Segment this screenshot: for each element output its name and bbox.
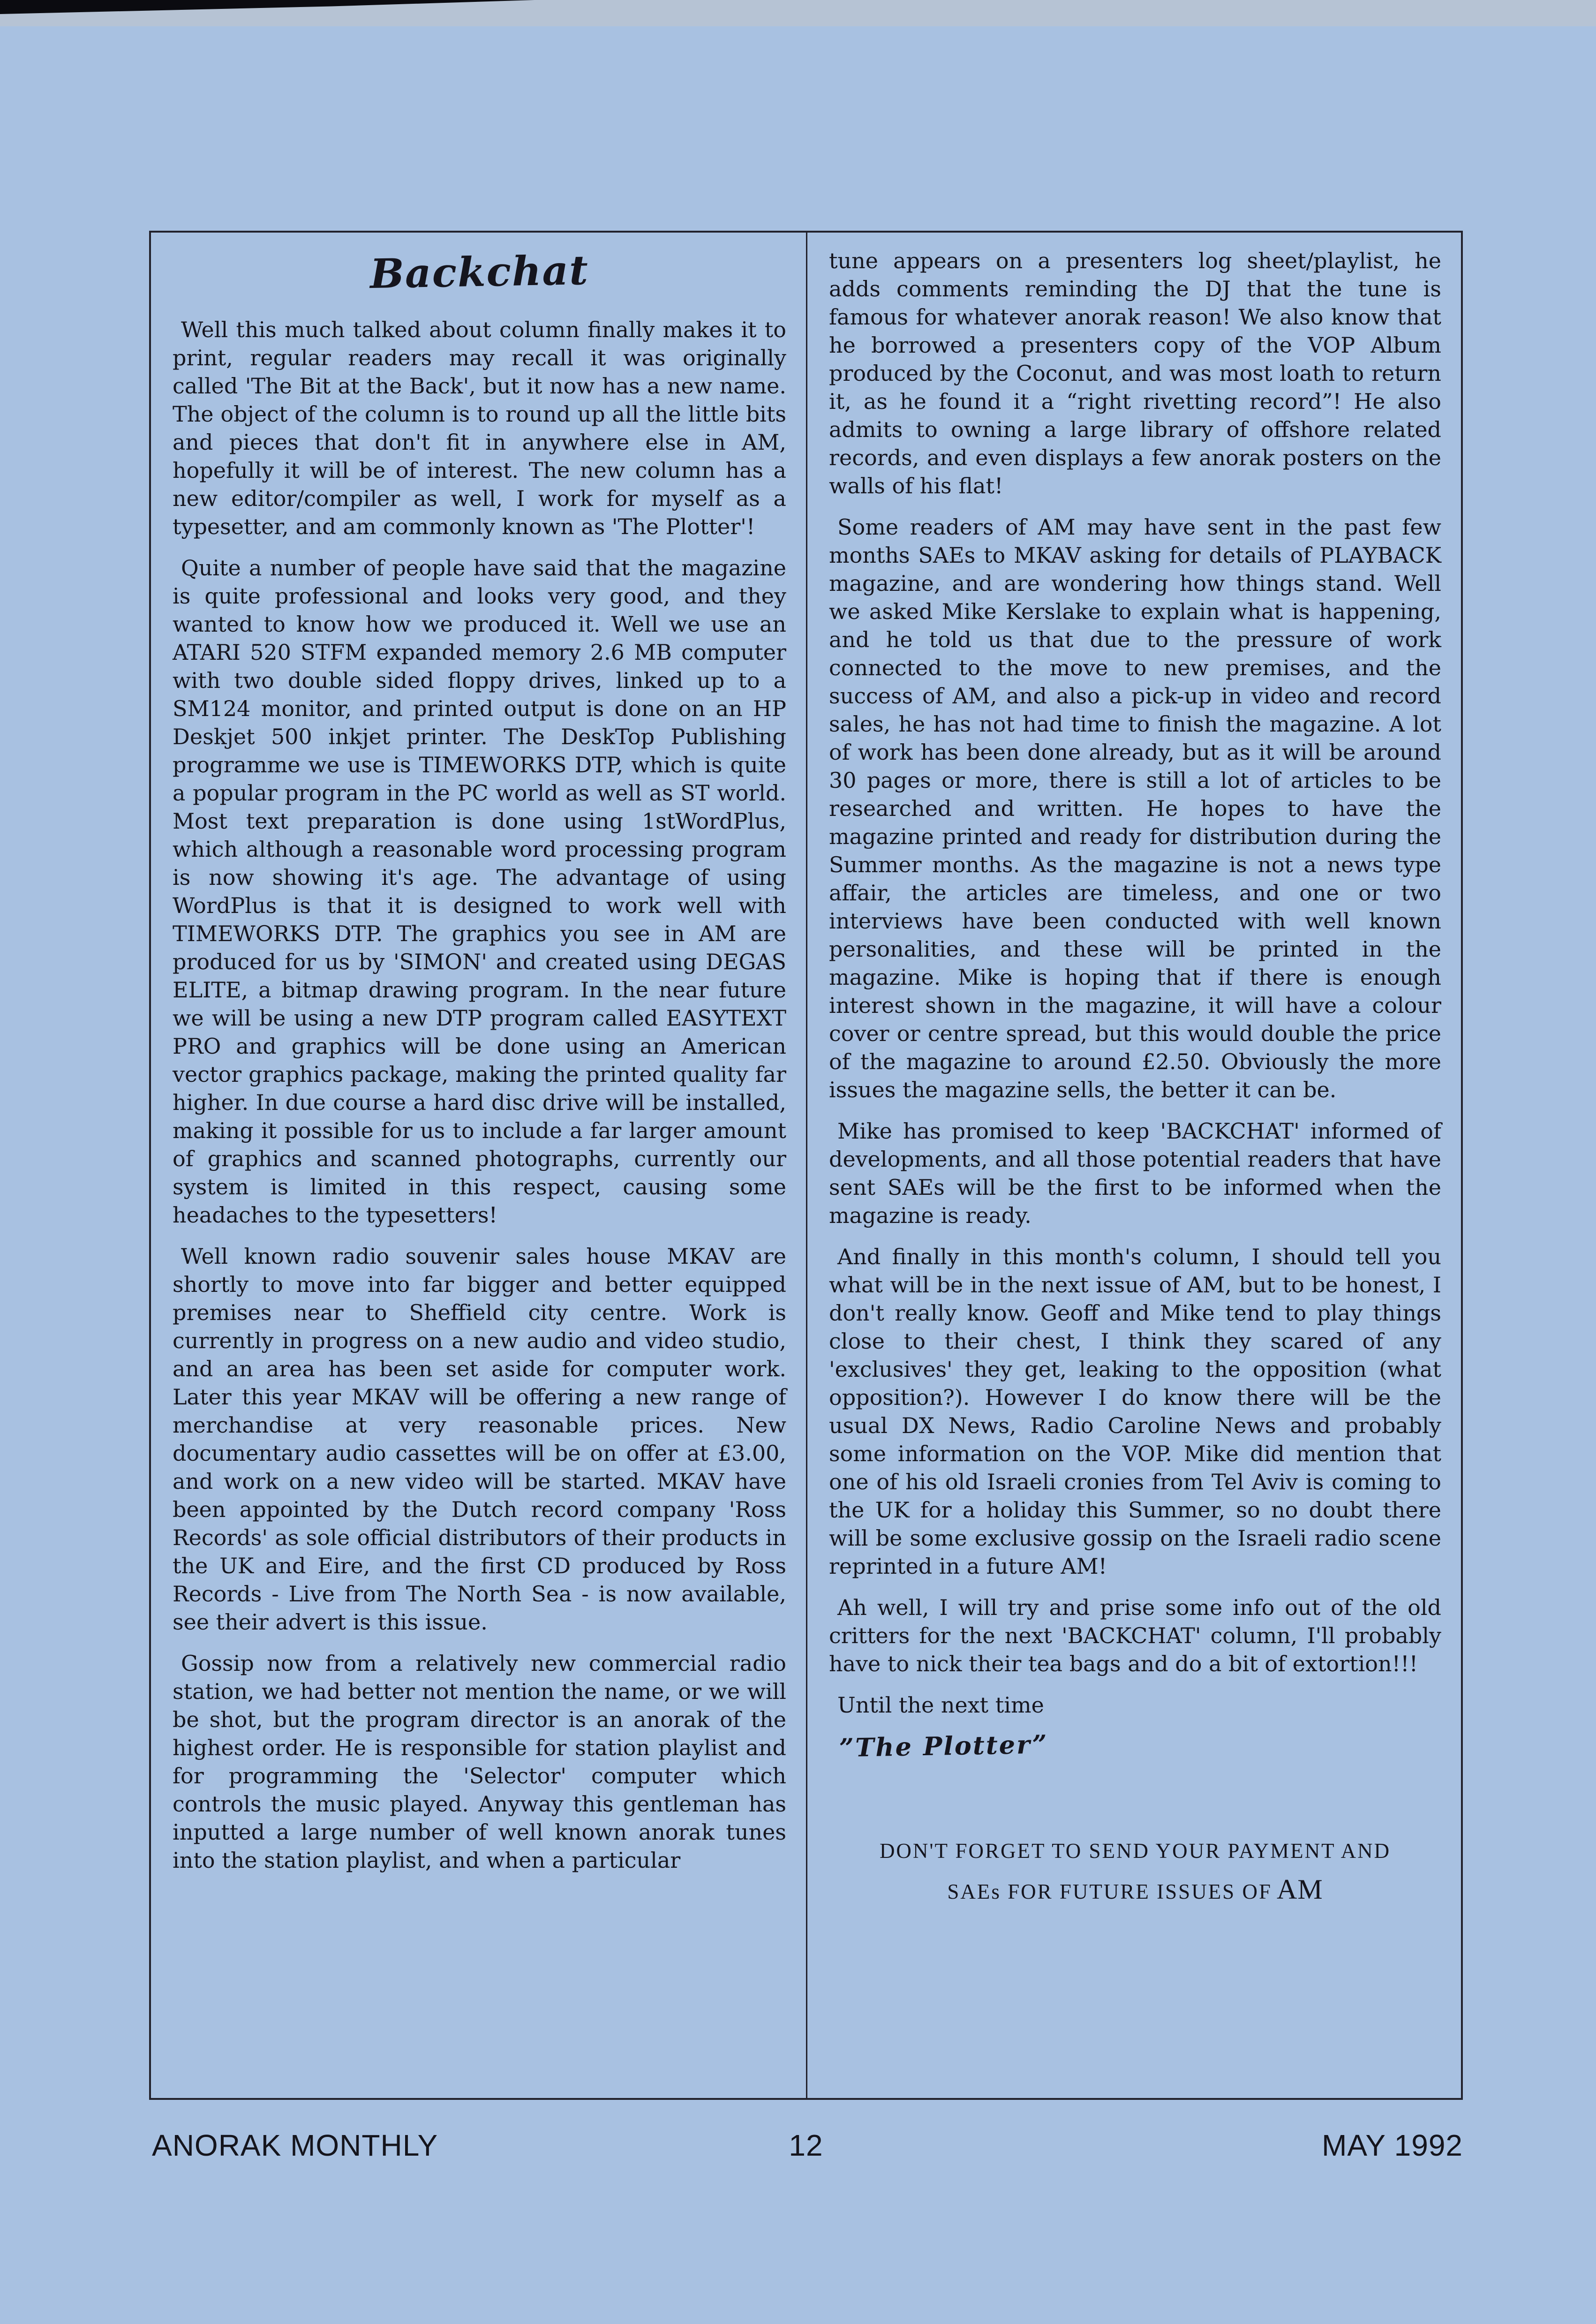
plotter-signature: ”The Plotter” (839, 1729, 1049, 1763)
article-paragraph: Well known radio souvenir sales house MKAV are shortly to move into far bigger and better equipped premises near to Sheffield city centre. Work is currently in progress on a new audio and video studio, and an area has been set aside for computer work. Later this year MKAV will be offering a new range of merchandise at very reasonable prices. New documentary audio cassettes will be on offer at £3.00, and work on a new video will be started. MKAV have been appointed by the Dutch record company 'Ross Records' as sole official distributors of their products in the UK and Eire, and the first CD produced by Ross Records - Live from The North Sea - is now available, see their advert is this issue. (173, 1244, 786, 1635)
article-paragraph: Quite a number of people have said that the magazine is quite professional and looks very good, and they wanted to know how we produced it. Well we use an ATARI 520 STFM expanded memory 2.6 MB computer with two double sided floppy drives, linked up to a SM124 monitor, and printed output is done on an HP Deskjet 500 inkjet printer. The DeskTop Publishing programme we use is TIMEWORKS DTP, which is quite a popular program in the PC world as well as ST world. Most text preparation is done using 1stWordPlus, which although a reasonable word processing program is now showing it's age. The advantage of using WordPlus is that it is designed to work well with TIMEWORKS DTP. The graphics you see in AM are produced for us by 'SIMON' and created using DEGAS ELITE, a bitmap drawing program. In the near future we will be using a new DTP program called EASYTEXT PRO and graphics will be done using an American vector graphics package, making the printed quality far higher. In due course a hard disc drive will be installed, making it possible for us to include a far larger amount of graphics and scanned photographs, currently our system is limited in this respect, causing some headaches to the typesetters! (173, 555, 786, 1228)
payment-notice-line2-text: SAEs FOR FUTURE ISSUES OF (947, 1879, 1272, 1903)
article-paragraph: Mike has promised to keep 'BACKCHAT' informed of developments, and all those potential readers that have sent SAEs will be the first to be informed when the magazine is ready. (829, 1118, 1441, 1228)
signoff-line: Until the next time (837, 1692, 1044, 1718)
article-paragraph: tune appears on a presenters log sheet/playlist, he adds comments reminding the DJ that the tune is famous for whatever anorak reason! We also know that he borrowed a presenters copy of the VOP Album produced by the Coconut, and was most loath to return it, as he found it a “right rivetting record”! He also admits to owning a large library of offshore related records, and even displays a few anorak posters on the walls of his flat! (829, 248, 1441, 498)
footer-date: MAY 1992 (1322, 2128, 1463, 2162)
article-paragraph: Well this much talked about column finally makes it to print, regular readers may recall it was originally called 'The Bit at the Back', but it now has a new name. The object of the column is to round up all the little bits and pieces that don't fit in anywhere else in AM, hopefully it will be of interest. The new column has a new editor/compiler as well, I work for myself as a typesetter, and am commonly known as 'The Plotter'! (173, 317, 786, 539)
article-paragraph: Ah well, I will try and prise some info out of the old critters for the next 'BACKCHAT' column, I'll probably have to nick their tea bags and do a bit of extortion!!! (829, 1595, 1441, 1676)
payment-notice-am: AM (1276, 1873, 1323, 1905)
footer-publication: ANORAK MONTHLY (152, 2128, 438, 2162)
article-paragraph: Some readers of AM may have sent in the past few months SAEs to MKAV asking for details of PLAYBACK magazine, and are wondering how things stand. Well we asked Mike Kerslake to explain what is happening, and he told us that due to the pressure of work connected to the move to new premises, and the success of AM, and also a pick-up in video and record sales, he has not had time to finish the magazine. A lot of work has been done already, but as it will be around 30 pages or more, there is still a lot of articles to be researched and written. He hopes to have the magazine printed and ready for distribution during the Summer months. As the magazine is not a news type affair, the articles are timeless, and one or two interviews have been conducted with well known personalities, and these will be printed in the magazine. Mike is hoping that if there is enough interest shown in the magazine, it will have a colour cover or centre spread, but this would double the price of the magazine to around £2.50. Obviously the more issues the magazine sells, the better it can be. (829, 514, 1441, 1102)
page-footer (149, 2128, 1463, 2170)
left-column (151, 233, 806, 2098)
right-column (806, 233, 1461, 2098)
payment-notice (829, 1835, 1441, 1911)
article-paragraph: And finally in this month's column, I should tell you what will be in the next issue of AM, but to be honest, I don't really know. Geoff and Mike tend to play things close to their chest, I think they scared of any 'exclusives' they get, leaking to the opposition (what opposition?). However I do know there will be the usual DX News, Radio Caroline News and probably some information on the VOP. Mike did mention that one of his old Israeli cronies from Tel Aviv is coming to the UK for a holiday this Summer, so no doubt there will be some exclusive gossip on the Israeli radio scene reprinted in a future AM! (829, 1244, 1441, 1579)
article-paragraph: Gossip now from a relatively new commercial radio station, we had better not mention the name, or we will be shot, but the program director is an anorak of the highest order. He is responsible for station playlist and for programming the 'Selector' computer which controls the music played. Anyway this gentleman has inputted a large number of well known anorak tunes into the station playlist, and when a particular (173, 1651, 786, 1873)
payment-notice-line2 (829, 1868, 1441, 1911)
backchat-title: Backchat (369, 246, 589, 298)
article-frame (149, 231, 1463, 2100)
payment-notice-line1: DON'T FORGET TO SEND YOUR PAYMENT AND (879, 1839, 1391, 1863)
footer-page-number: 12 (789, 2128, 823, 2162)
